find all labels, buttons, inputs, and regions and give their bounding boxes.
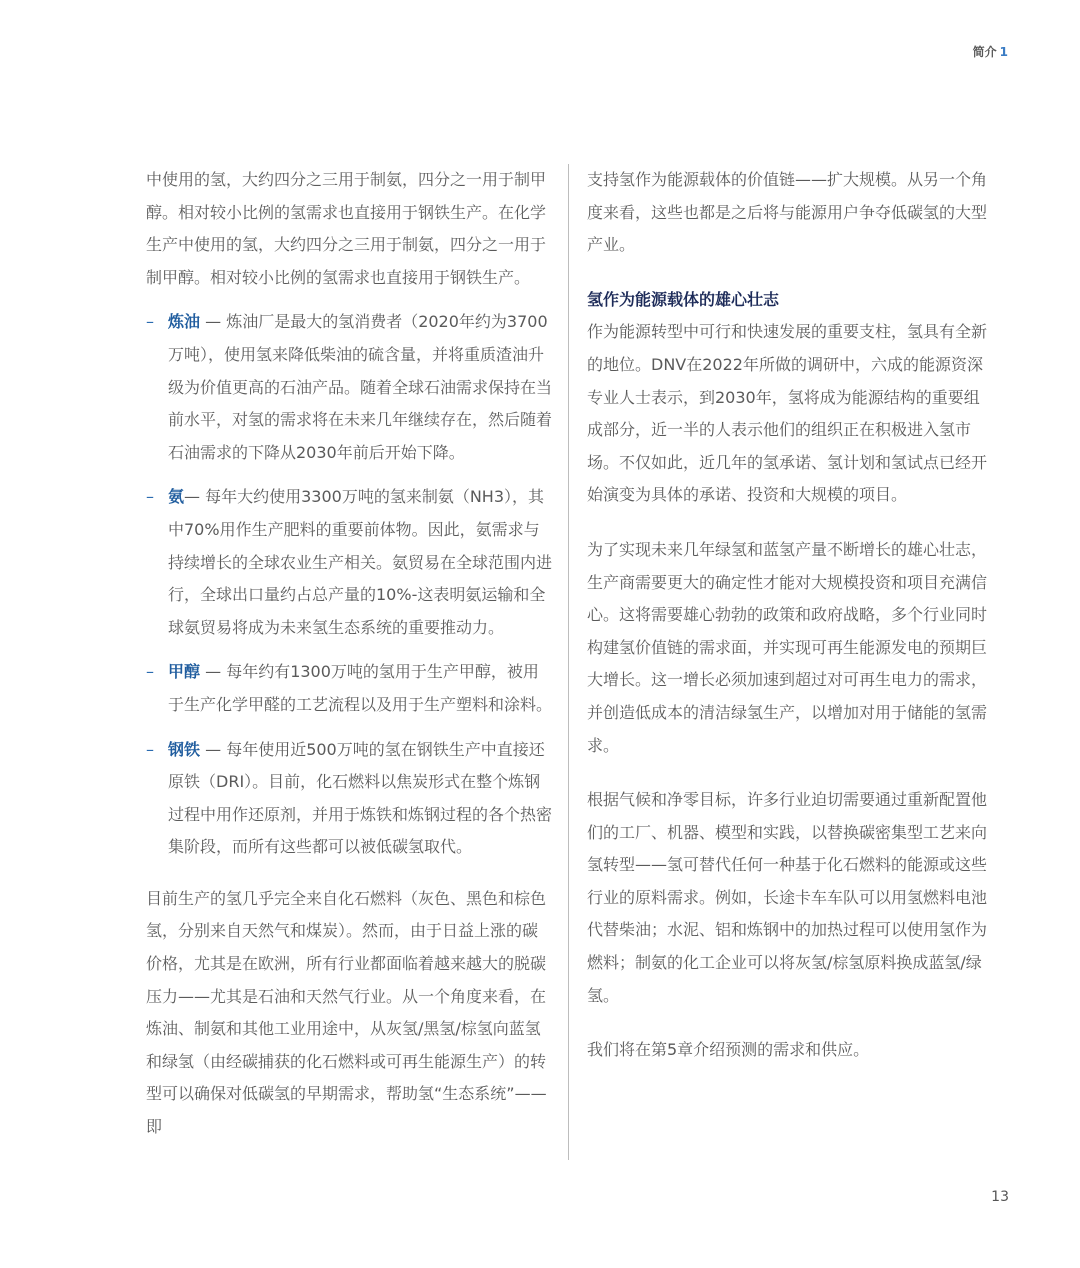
dash-bullet: – — [146, 312, 154, 332]
bullet-term: 氨 — [168, 487, 185, 507]
list-item — [146, 481, 552, 644]
running-header — [973, 43, 1008, 60]
bullet-text: — 每年使用近500万吨的氢在钢铁生产中直接还原铁（DRI）。目前，化石燃料以焦炭形式在整个炼钢过程中用作还原剂，并用于炼铁和炼钢过程的各个热密集阶段，而所有这些都可以被低碳氢取代。 — [168, 739, 553, 857]
intro-paragraph: 中使用的氢，大约四分之三用于制氨，四分之一用于制甲醇。相对较小比例的氢需求也直接用于钢铁生产。在化学生产中使用的氢，大约四分之三用于制氨，四分之一用于制甲醇。相对较小比例的氢需求也直接用于钢铁生产。 — [146, 170, 547, 287]
section-title: 简介 — [972, 45, 997, 59]
body-paragraph: 作为能源转型中可行和快速发展的重要支柱，氢具有全新的地位。DNV在2022年所做的调研中，六成的能源资深专业人士表示，到2030年，氢将成为能源结构的重要组成部分，近一半的人表示他们的组织正在积极进入氢市场。不仅如此，近几年的氢承诺、氢计划和氢试点已经开始演变为具体的承诺、投资和大规模的项目。 — [587, 322, 988, 505]
list-item — [146, 656, 552, 721]
bullet-term: 甲醇 — [168, 662, 201, 682]
bullet-term: 钢铁 — [168, 739, 201, 759]
body-paragraph: 根据气候和净零目标，许多行业迫切需要通过重新配置他们的工厂、机器、模型和实践，以替换碳密集型工艺来向氢转型——氢可替代任何一种基于化石燃料的能源或这些行业的原料需求。例如，长途卡车车队可以用氢燃料电池代替柴油；水泥、铝和炼钢中的加热过程可以使用氢作为燃料；制氨的化工企业可以将灰氢/棕氢原料换成蓝氢/绿氢。 — [587, 790, 988, 1005]
dash-bullet: – — [146, 739, 154, 759]
body-paragraph: 我们将在第5章介绍预测的需求和供应。 — [587, 1040, 870, 1060]
chapter-number: 1 — [999, 45, 1008, 59]
bullet-text: — 炼油厂是最大的氢消费者（2020年约为3700万吨），使用氢来降低柴油的硫含量，并将重质渣油升级为价值更高的石油产品。随着全球石油需求保持在当前水平，对氢的需求将在未来几年继续存在，然后随着石油需求的下降从2030年前后开始下降。 — [168, 312, 553, 462]
bullet-term: 炼油 — [168, 312, 201, 332]
dash-bullet: – — [146, 487, 154, 507]
list-item — [146, 734, 552, 864]
list-item — [146, 306, 552, 469]
bullet-text: — 每年约有1300万吨的氢用于生产甲醇，被用于生产化学甲醛的工艺流程以及用于生产塑料和涂料。 — [168, 662, 553, 714]
section-heading: 氢作为能源载体的雄心壮志 — [587, 289, 780, 309]
page-number: 13 — [991, 1189, 1009, 1205]
bullet-text: — 每年大约使用3300万吨的氢来制氨（NH3），其中70%用作生产肥料的重要前体物。因此，氨需求与持续增长的全球农业生产相关。氨贸易在全球范围内进行，全球出口量约占总产量的10%-这表明氨运输和全球氨贸易将成为未来氢生态系统的重要推动力。 — [168, 487, 553, 637]
left-column — [146, 164, 552, 1144]
column-divider — [568, 164, 569, 1160]
dash-bullet: – — [146, 662, 154, 682]
right-column — [587, 164, 993, 1089]
body-paragraph: 为了实现未来几年绿氢和蓝氢产量不断增长的雄心壮志，生产商需要更大的确定性才能对大规模投资和项目充满信心。这将需要雄心勃勃的政策和政府战略，多个行业同时构建氢价值链的需求面，并实现可再生能源发电的预期巨大增长。这一增长必须加速到超过对可再生电力的需求，并创造低成本的清洁绿氢生产，以增加对用于储能的氢需求。 — [587, 539, 988, 755]
closing-paragraph: 目前生产的氢几乎完全来自化石燃料（灰色、黑色和棕色氢，分别来自天然气和煤炭）。然而，由于日益上涨的碳价格，尤其是在欧洲，所有行业都面临着越来越大的脱碳压力——尤其是石油和天然气行业。从一个角度来看，在炼油、制氨和其他工业用途中，从灰氢/黑氢/棕氢向蓝氢和绿氢（由经碳捕获的化石燃料或可再生能源生产）的转型可以确保对低碳氢的早期需求，帮助氢“生态系统”——即 — [146, 888, 547, 1137]
continuation-paragraph: 支持氢作为能源载体的价值链——扩大规模。从另一个角度来看，这些也都是之后将与能源用户争夺低碳氢的大型产业。 — [587, 170, 988, 255]
